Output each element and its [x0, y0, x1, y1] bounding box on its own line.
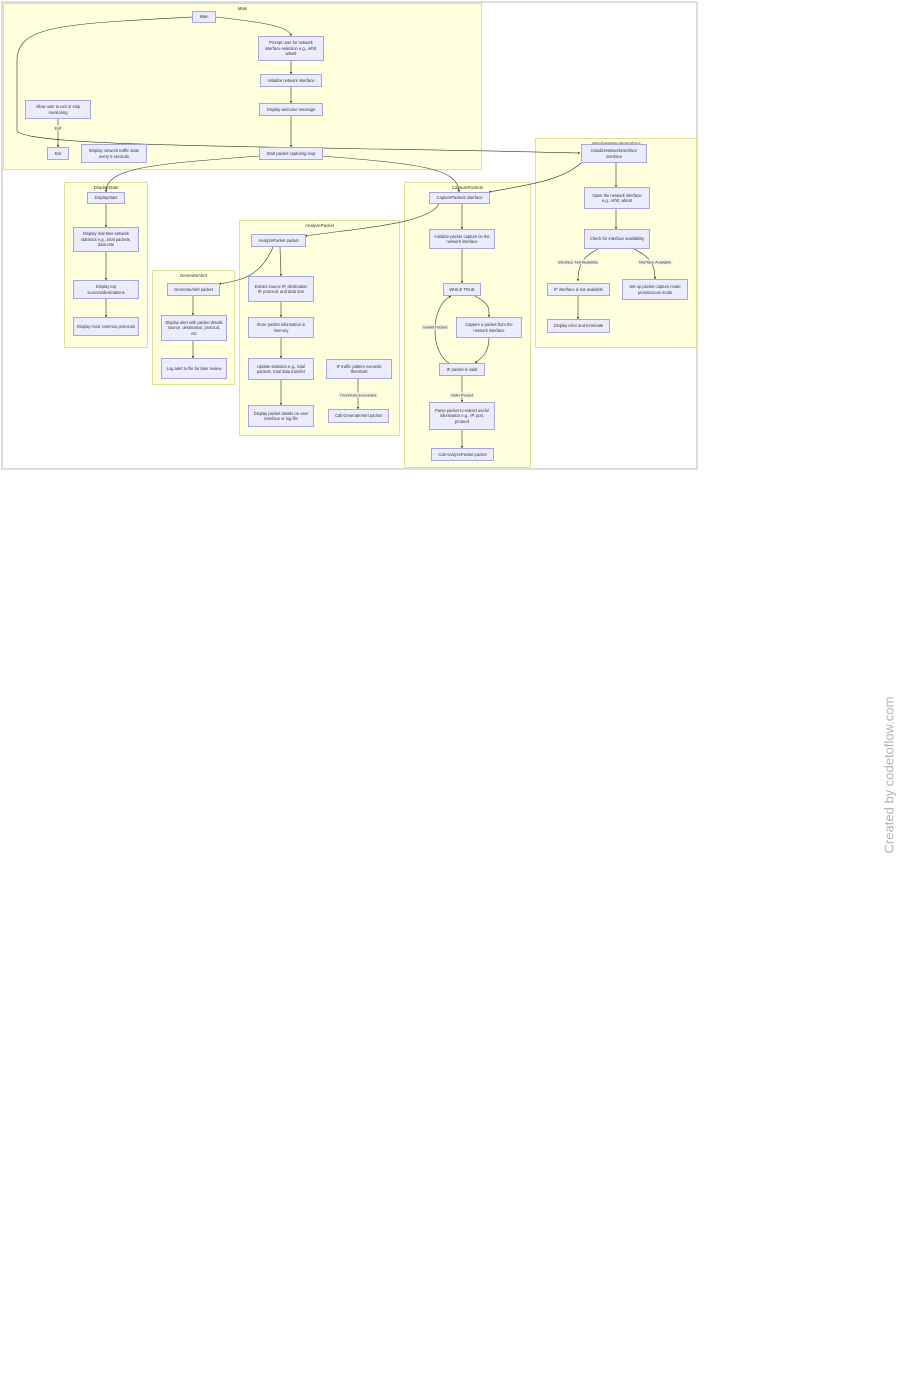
node-ni-not-available: IF interface is not available — [547, 283, 610, 296]
node-ni-open: Open the network interface e.g., eth0, wlan0 — [584, 187, 650, 209]
node-exit: Exit — [47, 147, 69, 160]
edge-label-interface-not-available: Interface Not Available — [558, 259, 598, 265]
cluster-generate-alert-title: GenerateAlert — [179, 273, 208, 278]
edge-label-exit: Exit — [54, 125, 62, 131]
node-main: Main — [192, 11, 216, 23]
node-ga-log: Log alert to file for later review — [161, 358, 227, 379]
cluster-main — [3, 3, 482, 170]
node-allow-exit: Allow user to exit or stop monitoring — [25, 100, 91, 119]
node-ap-threshold: IF traffic pattern exceeds threshold — [326, 359, 392, 379]
node-cp-while: WHILE TRUE — [443, 283, 481, 296]
node-ni-check: Check for interface availability — [584, 229, 650, 249]
node-ni-error: Display error and terminate — [547, 319, 610, 333]
node-start-loop: Start packet capturing loop — [259, 147, 323, 160]
node-ga-call: GenerateAlert packet — [167, 283, 220, 296]
node-ap-update: Update statistics e.g., total packets, total data transfer — [248, 358, 314, 380]
node-cp-valid: IF packet is valid — [439, 363, 485, 376]
cluster-main-title: Main — [237, 6, 248, 11]
node-ds-realtime: Display real-time network statistics e.g., total packets, data rate — [73, 227, 139, 252]
node-welcome: Display welcome message — [259, 103, 323, 116]
node-cp-call-analyze: Call AnalyzePacket packet — [431, 448, 494, 461]
watermark-text: Created by codetoflow.com — [881, 696, 897, 854]
cluster-capture-packets-title: CapturePackets — [451, 185, 484, 190]
node-ds-protocols: Display most common protocols — [73, 317, 139, 336]
cluster-analyze-packet-title: AnalyzePacket — [304, 223, 335, 228]
node-init-interface: Initialize network interface — [260, 74, 322, 87]
node-cp-capture: Capture a packet from the network interface — [456, 317, 522, 338]
node-ga-display: Display alert with packet details source, destination, protocol, etc — [161, 315, 227, 341]
edge-label-valid-packet: Valid Packet — [451, 392, 473, 398]
node-ap-call: AnalyzePacket packet — [251, 234, 306, 247]
node-ap-extract: Extract source IP, destination IP, protocol, and data size — [248, 276, 314, 302]
node-ap-display: Display packet details on user interface or log file — [248, 405, 314, 427]
node-ni-setup: Set up packet capture mode promiscuous mode — [622, 279, 688, 300]
node-cp-call: CapturePackets interface — [429, 192, 490, 204]
node-ni-call: InitializeNetworkInterface interface — [581, 144, 647, 163]
node-ds-top: Display top sources/destinations — [73, 280, 139, 299]
node-cp-init: Initialize packet capture on the network interface — [429, 229, 495, 249]
edge-label-threshold-exceeded: Threshold Exceeded — [339, 392, 377, 398]
node-display-traffic: Display network traffic stats every 5 seconds — [81, 144, 147, 163]
node-ap-store: Store packet information in memory — [248, 317, 314, 338]
node-ds-call: DisplayStats — [87, 192, 125, 204]
node-prompt-user: Prompt user for network interface selection e.g., eth0, wlan0 — [258, 36, 324, 61]
edge-label-interface-available: Interface Available — [638, 259, 672, 265]
node-cp-parse: Parse packet to extract useful information e.g., IP, port, protocol — [429, 402, 495, 430]
edge-label-invalid-packet: Invalid Packet — [422, 324, 448, 330]
node-ap-call-alert: Call GenerateAlert packet — [328, 409, 389, 423]
cluster-display-stats-title: DisplayStats — [93, 185, 119, 190]
